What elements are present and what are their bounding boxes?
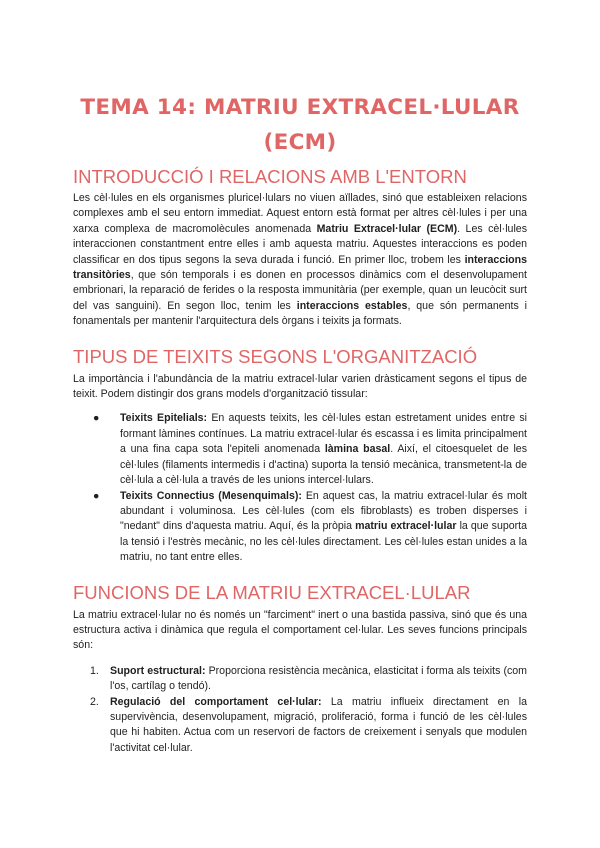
document-title [73,90,527,160]
item-text: La matriu influeix directament en la supervivència, desenvolupament, migració, proliferació, forma i funció de les cèl·lules que hi habiten. Actua com un reservori de factors de creixement i senyals que modulen l'activitat cel·lular. [110,695,528,754]
tipus-paragraph: La importància i l'abundància de la matriu extracel·lular varien dràsticament segons el tipus de teixit. Podem distingir dos grans models d'organització tissular: [73,372,527,401]
list-item [90,695,528,757]
intro-bold-ecm: Matriu Extracel·lular (ECM) [316,222,458,235]
intro-text-2: . Les cèl·lules interaccionen constantment entre elles i amb aquesta matriu. Aquestes interaccions es poden classificar en dos tipus segons la seva durada i funció. En primer lloc, trobem les [73,222,527,266]
item-bold-matriu: matriu extracel·lular [355,520,457,533]
item-text: En aquests teixits, les cèl·lules estan estretament unides entre si formant làmines contínues. La matriu extracel·lular és escassa i es limita principalment a una fina capa sota l'epiteli anomenada [120,412,527,456]
item-number: 2. [90,695,99,708]
intro-bold-transitories: interaccions transitòries [73,253,527,282]
item-text: la que suporta la tensió i l'estrès mecànic, no les cèl·lules directament. Les cèl·lules estan unides a la matriu, no tant entre elles. [120,520,527,564]
title-line-2: (ECM) [263,130,337,155]
bullet-icon: ● [93,412,100,425]
funcions-list [73,664,527,756]
funcions-paragraph: La matriu extracel·lular no és només un "farciment" inert o una bastida passiva, sinó que és una estructura activa i dinàmica que regula el comportament cel·lular. Les seves funcions principals són: [73,608,527,652]
section-tipus-teixits [73,346,527,566]
item-number: 1. [90,664,99,677]
item-text: Proporciona resistència mecànica, elasticitat i forma als teixits (com l'os, cartílag o tendó). [110,664,527,693]
section-heading-tipus: TIPUS DE TEIXITS SEGONS L'ORGANITZACIÓ [73,345,478,367]
intro-text-4: , que són permanents i fonamentals per mantenir l'arquitectura dels òrgans i teixits ja formats. [73,299,527,328]
section-heading-funcions: FUNCIONS DE LA MATRIU EXTRACEL·LULAR [73,581,471,603]
bullet-icon: ● [93,489,100,502]
intro-paragraph [73,191,527,330]
section-funcions [73,582,527,757]
section-introduccio [73,166,527,330]
list-item [93,411,527,488]
item-bold-lamina-basal: làmina basal [324,443,391,456]
item-label: Suport estructural: [110,664,206,677]
item-label: Regulació del comportament cel·lular: [110,695,322,708]
intro-text-1: Les cèl·lules en els organismes pluricel·lulars no viuen aïllades, sinó que estableixen relacions complexes amb el seu entorn immediat. Aquest entorn està format per altres cèl·lules i per una xarxa complexa de macromolècules anomenada [73,192,527,235]
tipus-list [73,411,527,565]
intro-text-3: , que són temporals i es donen en processos dinàmics com el desenvolupament embrionari, la reparació de ferides o la resposta immunitària (per exemple, quan un leucòcit surt del vas sanguini). En segon lloc, tenim les [73,269,527,312]
item-label: Teixits Connectius (Mesenquimals): [120,489,302,502]
item-text: En aquest cas, la matriu extracel·lular és molt abundant i voluminosa. Les cèl·lules (com els fibroblasts) es troben disperses i "nedant" dins d'aquesta matriu. Aquí, és la pròpia [120,489,527,533]
item-label: Teixits Epitelials: [120,412,208,425]
list-item [90,664,527,695]
title-line-1: TEMA 14: MATRIU EXTRACEL·LULAR [80,95,520,120]
list-item [93,489,527,566]
section-heading-introduccio: INTRODUCCIÓ I RELACIONS AMB L'ENTORN [73,166,467,187]
intro-bold-estables: interaccions estables [296,299,408,312]
item-text: . Així, el citoesquelet de les cèl·lules (filaments intermedis i d'actina) suporta la tensió mecànica, transmetent-la de cèl·lula a cèl·lula a través de les unions intercel·lulars. [120,443,527,487]
